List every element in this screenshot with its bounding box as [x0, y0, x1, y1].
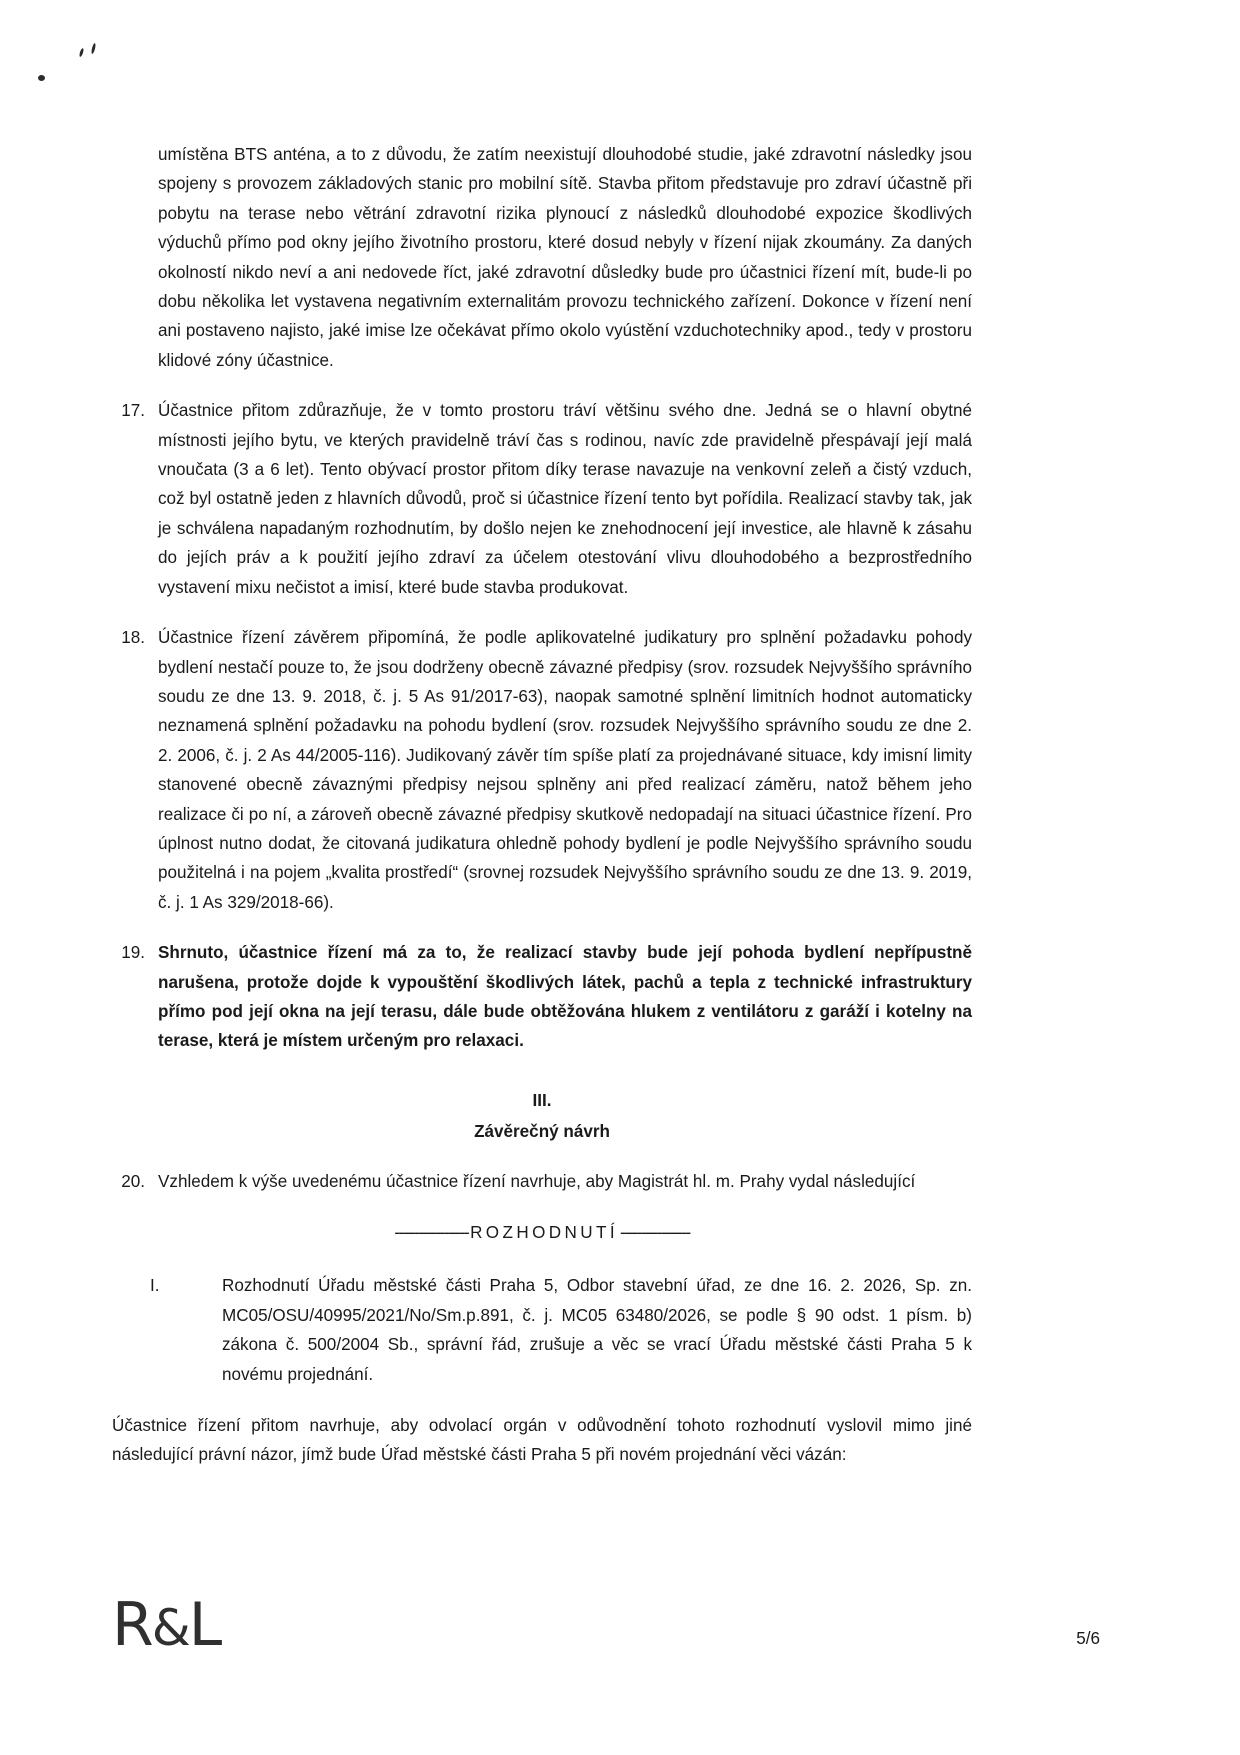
scan-artifact-speck	[38, 75, 45, 81]
section-title: Závěrečný návrh	[474, 1122, 610, 1142]
paragraph-number: 17.	[121, 401, 145, 421]
divider-dashes-right: -----------------	[620, 1223, 690, 1242]
paragraph-text: Účastnice řízení závěrem připomíná, že podle aplikovatelné judikatury pro splnění požadavku pohody bydlení nestačí pouze to, že jsou dodrženy obecně závazné předpisy (srov. rozsudek Nejvyššího správního soudu ze dne 13. 9. 2018, č. j. 5 As 91/2017-63), naopak samotné splnění limitních hodnot automaticky neznamená splnění požadavku na pohodu bydlení (srov. rozsudek Nejvyššího správního soudu ze dne 2. 2. 2006, č. j. 2 As 44/2005-116). Judikovaný závěr tím spíše platí za projednávané situace, kdy imisní limity stanovené obecně závaznými předpisy nejsou splněny ani před realizací záměru, natož během jeho realizace či po ní, a zároveň obecně závazné předpisy skutkově nedopadají na situaci účastnice řízení. Pro úplnost nutno dodat, že citovaná judikatura ohledně pohody bydlení je podle Nejvyššího správního soudu použitelná i na pojem „kvalita prostředí“ (srovnej rozsudek Nejvyššího správního soudu ze dne 13. 9. 2019, č. j. 1 As 329/2018-66).	[158, 628, 972, 912]
decision-item-text: Rozhodnutí Úřadu městské části Praha 5, Odbor stavební úřad, ze dne 16. 2. 2026, Sp. zn. MC05/OSU/40995/2021/No/Sm.p.891, č. j. MC05 63480/2026, se podle § 90 odst. 1 písm. b) zákona č. 500/2004 Sb., správní řád, zrušuje a věc se vrací Úřadu městské části Praha 5 k novému projednání.	[222, 1276, 972, 1384]
numbered-paragraph-17	[112, 396, 972, 602]
decision-item-i	[112, 1271, 972, 1389]
scan-artifact-speck	[91, 43, 97, 54]
decision-divider	[112, 1218, 972, 1247]
divider-word: ROZHODNUTÍ	[470, 1223, 619, 1242]
paragraph-number: 19.	[121, 943, 145, 963]
paragraph-text: Shrnuto, účastnice řízení má za to, že realizací stavby bude její pohoda bydlení nepřípustně narušena, protože dojde k vypouštění škodlivých látek, pachů a tepla z technické infrastruktury přímo pod její okna na její terasu, dále bude obtěžována hlukem z ventilátoru z garáží i kotelny na terase, která je místem určeným pro relaxaci.	[158, 943, 972, 1051]
closing-paragraph: Účastnice řízení přitom navrhuje, aby odvolací orgán v odůvodnění tohoto rozhodnutí vyslovil mimo jiné následující právní názor, jímž bude Úřad městské části Praha 5 při novém projednání věci vázán:	[112, 1416, 972, 1465]
numbered-paragraph-20	[112, 1167, 972, 1196]
numbered-paragraph-19	[112, 938, 972, 1056]
divider-dashes-left: ------------------	[394, 1223, 469, 1242]
paragraph-number: 20.	[121, 1171, 145, 1191]
paragraph-16-continuation: umístěna BTS anténa, a to z důvodu, že zatím neexistují dlouhodobé studie, jaké zdravotní následky jsou spojeny s provozem základových stanic pro mobilní sítě. Stavba přitom představuje pro zdraví účastně při pobytu na terase nebo větrání zdravotní rizika plynoucí z následků dlouhodobé expozice škodlivých výduchů přímo pod okny jejího životního prostoru, které dosud nebyly v řízení nijak zkoumány. Za daných okolností nikdo neví a ani nedovede říct, jaké zdravotní důsledky bude pro účastnici řízení mít, bude-li po dobu několika let vystavena negativním externalitám provozu technického zařízení. Dokonce v řízení není ani postaveno najisto, jaké imise lze očekávat přímo okolo vyústění vzduchotechniky apod., tedy v prostoru klidové zóny účastnice.	[158, 145, 972, 370]
page-footer	[112, 1590, 1128, 1660]
scan-artifact-speck	[79, 48, 85, 57]
paragraph-text: Vzhledem k výše uvedenému účastnice řízení navrhuje, aby Magistrát hl. m. Prahy vydal následující	[158, 1171, 916, 1191]
page-number: 5/6	[1076, 1629, 1100, 1648]
numbered-paragraph-18	[112, 623, 972, 917]
section-roman-numeral: III.	[532, 1090, 552, 1110]
document-body	[112, 140, 972, 1470]
decision-item-number: I.	[150, 1276, 160, 1296]
paragraph-text: Účastnice přitom zdůrazňuje, že v tomto prostoru tráví většinu svého dne. Jedná se o hlavní obytné místnosti jejího bytu, ve kterých pravidelně tráví čas s rodinou, navíc zde pravidelně přespávají její malá vnoučata (3 a 6 let). Tento obývací prostor přitom díky terase navazuje na venkovní zeleň a čistý vzduch, což byl ostatně jeden z hlavních důvodů, proč si účastnice řízení tento byt pořídila. Realizací stavby tak, jak je schválena napadaným rozhodnutím, by došlo nejen ke znehodnocení její investice, ale hlavně k zásahu do jejích práv a k použití jejího zdraví za účelem otestování vlivu dlouhodobého a bezprostředního vystavení mixu nečistot a imisí, které bude stavba produkovat.	[158, 401, 972, 597]
ampersand-glyph: &	[151, 1599, 189, 1657]
rl-logo: R&L	[112, 1590, 221, 1660]
paragraph-number: 18.	[121, 628, 145, 648]
